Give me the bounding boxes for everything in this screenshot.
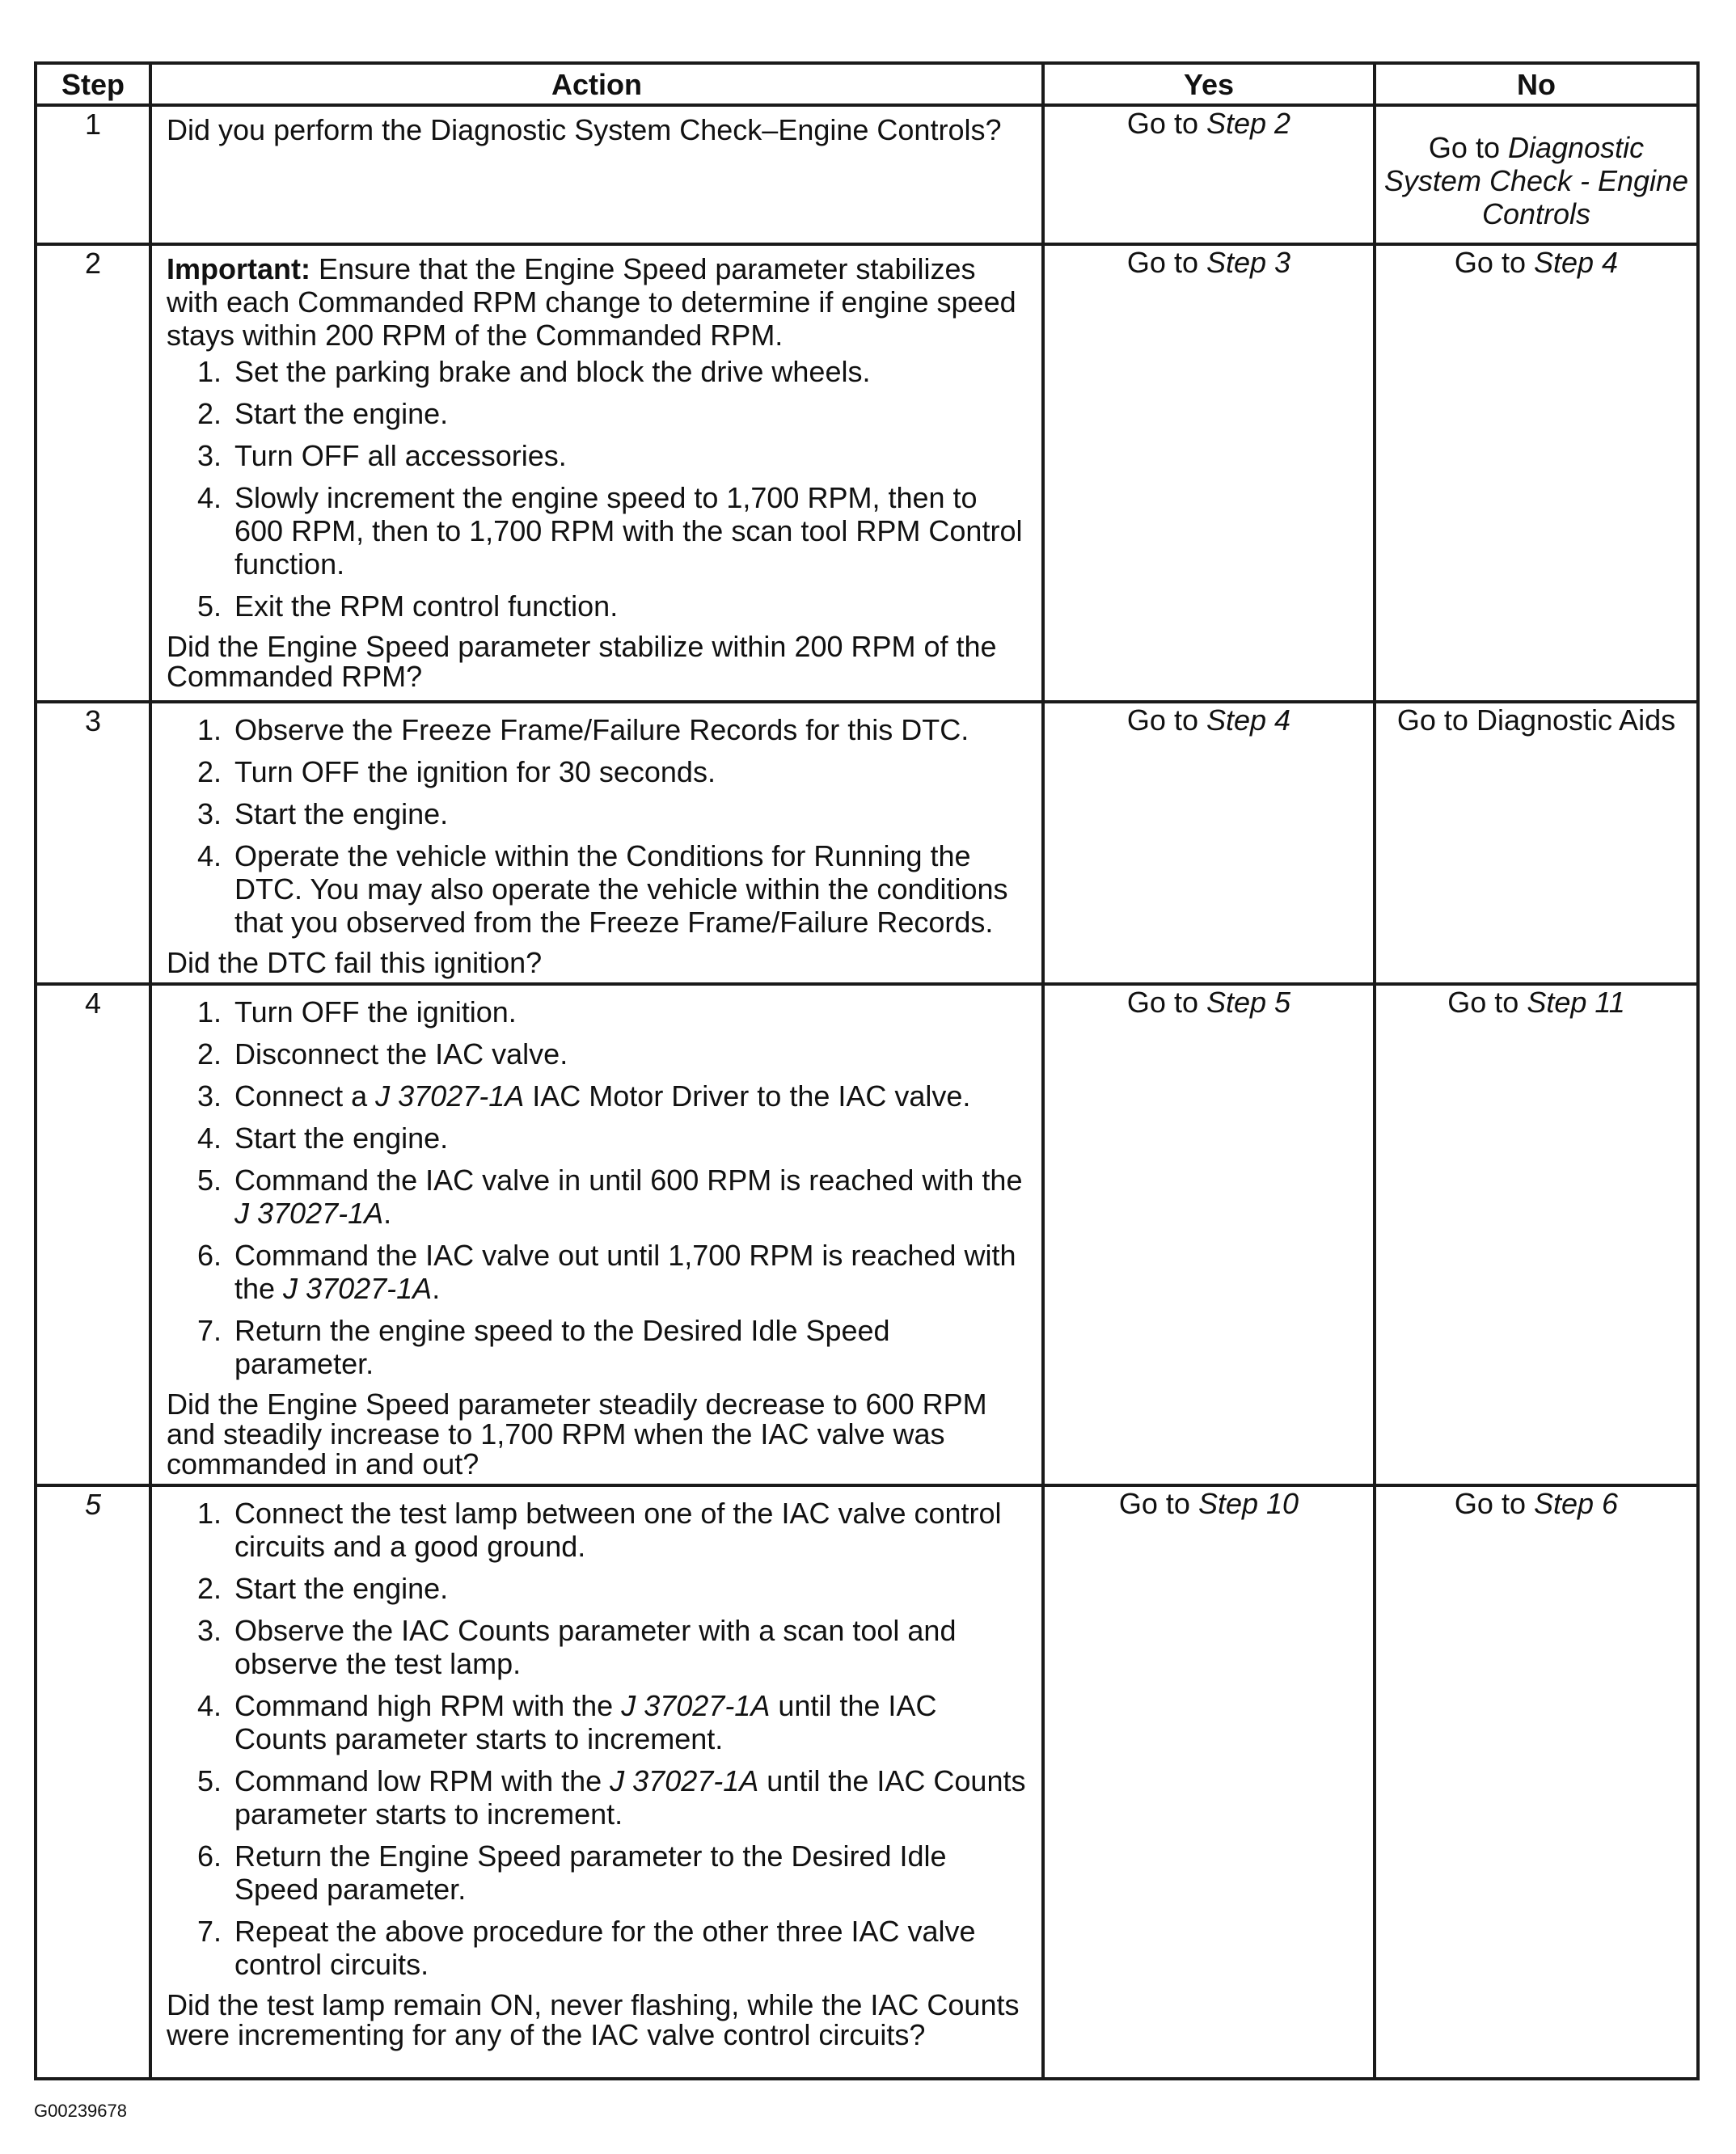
item-text: Observe the IAC Counts parameter with a scan tool and observe the test lamp. <box>234 1614 957 1680</box>
list-item: 2. Turn OFF the ignition for 30 seconds. <box>230 755 1032 788</box>
table-row <box>36 1485 1698 2079</box>
header-step: Step <box>36 63 150 105</box>
list-item <box>230 995 1032 1028</box>
list-item <box>230 1572 1032 1605</box>
list-item <box>230 1689 1032 1755</box>
goto-target: Step 4 <box>1533 246 1619 279</box>
table-row <box>36 105 1698 244</box>
yes-cell <box>1043 105 1375 244</box>
header-row <box>36 63 1698 105</box>
no-cell <box>1375 984 1698 1485</box>
step-number: 1 <box>36 105 150 244</box>
list-item <box>230 1314 1032 1380</box>
step-number: 3 <box>36 702 150 984</box>
yes-cell <box>1043 1485 1375 2079</box>
item-text: Start the engine. <box>234 1121 449 1155</box>
item-text: . <box>383 1197 392 1230</box>
goto-prefix: Go to <box>1126 703 1206 737</box>
step-number: 2 <box>36 244 150 702</box>
goto-target: Diagnostic System Check - Engine Controls <box>1383 130 1689 230</box>
list-item: 3. Turn OFF all accessories. <box>230 439 1032 472</box>
table-row <box>36 984 1698 1485</box>
item-text: Command low RPM with the <box>234 1764 610 1797</box>
table-row <box>36 244 1698 702</box>
item-text: Connect the test lamp between one of the IAC valve control circuits and a good ground. <box>234 1497 1002 1563</box>
no-cell <box>1375 1485 1698 2079</box>
list-item <box>230 1079 1032 1113</box>
no-cell: Go to Diagnostic Aids <box>1375 702 1698 984</box>
action-cell <box>150 702 1043 984</box>
list-item <box>230 1037 1032 1071</box>
list-item <box>230 1121 1032 1155</box>
list-item: 2. Start the engine. <box>230 397 1032 430</box>
item-text: until the IAC Counts parameter starts to increment. <box>234 1689 937 1755</box>
procedure-list <box>167 713 1032 939</box>
header-action: Action <box>150 63 1043 105</box>
tool-name: J 37027-1A <box>621 1689 771 1722</box>
item-text: Start the engine. <box>234 1572 449 1605</box>
list-item: 5. Exit the RPM control function. <box>230 589 1032 623</box>
header-yes: Yes <box>1043 63 1375 105</box>
question-text: Did you perform the Diagnostic System Check–Engine Controls? <box>167 113 1002 146</box>
goto-target: Step 5 <box>1206 986 1291 1019</box>
goto-target: Step 3 <box>1206 246 1291 279</box>
goto-prefix: Go to <box>1126 986 1206 1019</box>
no-cell <box>1375 105 1698 244</box>
list-item: 1. Observe the Freeze Frame/Failure Records for this DTC. <box>230 713 1032 746</box>
yes-cell <box>1043 984 1375 1485</box>
item-text: Disconnect the IAC valve. <box>234 1037 568 1071</box>
action-cell <box>150 1485 1043 2079</box>
goto-target: Step 10 <box>1197 1487 1299 1520</box>
item-text: Command the IAC valve in until 600 RPM is reached with the <box>234 1164 1023 1197</box>
tool-name: J 37027-1A <box>234 1197 384 1230</box>
item-text: Return the engine speed to the Desired Idle Speed parameter. <box>234 1314 890 1380</box>
question-text: Did the test lamp remain ON, never flashing, while the IAC Counts were incrementing for any of the IAC valve control circuits? <box>167 1988 1020 2051</box>
question-text: Did the Engine Speed parameter steadily decrease to 600 RPM and steadily increase to 1,700 RPM when the IAC valve was commanded in and out? <box>167 1387 987 1480</box>
list-item: 1. Set the parking brake and block the drive wheels. <box>230 355 1032 388</box>
item-text: Repeat the above procedure for the other three IAC valve control circuits. <box>234 1915 976 1981</box>
goto-target: Step 6 <box>1533 1487 1619 1520</box>
list-item: 3. Start the engine. <box>230 797 1032 830</box>
item-text: . <box>432 1272 441 1305</box>
question-text: Did the DTC fail this ignition? <box>167 946 543 979</box>
list-item: 4. Operate the vehicle within the Conditions for Running the DTC. You may also operate the vehicle within the conditions that you observed from the Freeze Frame/Failure Records. <box>230 839 1032 939</box>
list-item <box>230 1239 1032 1305</box>
important-note <box>167 252 1032 352</box>
item-text: until the IAC Counts parameter starts to increment. <box>234 1764 1026 1831</box>
step-number: 5 <box>36 1485 150 2079</box>
table-row <box>36 702 1698 984</box>
list-item <box>230 1164 1032 1230</box>
item-text: Connect a <box>234 1079 376 1113</box>
goto-target: Step 2 <box>1206 107 1291 140</box>
question-text: Did the Engine Speed parameter stabilize within 200 RPM of the Commanded RPM? <box>167 630 997 693</box>
goto-prefix: Go to <box>1454 1487 1534 1520</box>
list-item <box>230 1839 1032 1906</box>
list-item <box>230 1764 1032 1831</box>
step-number: 4 <box>36 984 150 1485</box>
tool-name: J 37027-1A <box>375 1079 525 1113</box>
goto-prefix: Go to <box>1118 1487 1198 1520</box>
goto-prefix: Go to <box>1447 986 1527 1019</box>
tool-name: J 37027-1A <box>610 1764 759 1797</box>
diagnostic-table <box>34 61 1700 2080</box>
important-text: Ensure that the Engine Speed parameter stabilizes with each Commanded RPM change to determine if engine speed stays within 200 RPM of the Commanded RPM. <box>167 252 1016 352</box>
no-cell <box>1375 244 1698 702</box>
action-cell <box>150 105 1043 244</box>
goto-prefix: Go to <box>1126 107 1206 140</box>
goto-prefix: Go to <box>1126 246 1206 279</box>
important-label: Important: <box>167 252 310 285</box>
goto-target: Step 4 <box>1206 703 1291 737</box>
goto-prefix: Go to <box>1428 130 1508 164</box>
procedure-list <box>167 1497 1032 1981</box>
list-item <box>230 1915 1032 1981</box>
header-no: No <box>1375 63 1698 105</box>
list-item: 4. Slowly increment the engine speed to 1,700 RPM, then to 600 RPM, then to 1,700 RPM with the scan tool RPM Control function. <box>230 481 1032 581</box>
yes-cell <box>1043 244 1375 702</box>
item-text: Command the IAC valve out until 1,700 RPM is reached with the <box>234 1239 1016 1305</box>
item-text: Command high RPM with the <box>234 1689 622 1722</box>
goto-prefix: Go to <box>1454 246 1534 279</box>
procedure-list <box>167 355 1032 623</box>
action-cell <box>150 244 1043 702</box>
action-cell <box>150 984 1043 1485</box>
yes-cell <box>1043 702 1375 984</box>
procedure-list <box>167 995 1032 1380</box>
goto-target: Step 11 <box>1527 986 1625 1019</box>
figure-id: G00239678 <box>34 2101 127 2121</box>
tool-name: J 37027-1A <box>283 1272 433 1305</box>
list-item <box>230 1614 1032 1680</box>
item-text: Turn OFF the ignition. <box>234 995 517 1028</box>
item-text: IAC Motor Driver to the IAC valve. <box>524 1079 971 1113</box>
list-item <box>230 1497 1032 1563</box>
item-text: Return the Engine Speed parameter to the Desired Idle Speed parameter. <box>234 1839 947 1906</box>
